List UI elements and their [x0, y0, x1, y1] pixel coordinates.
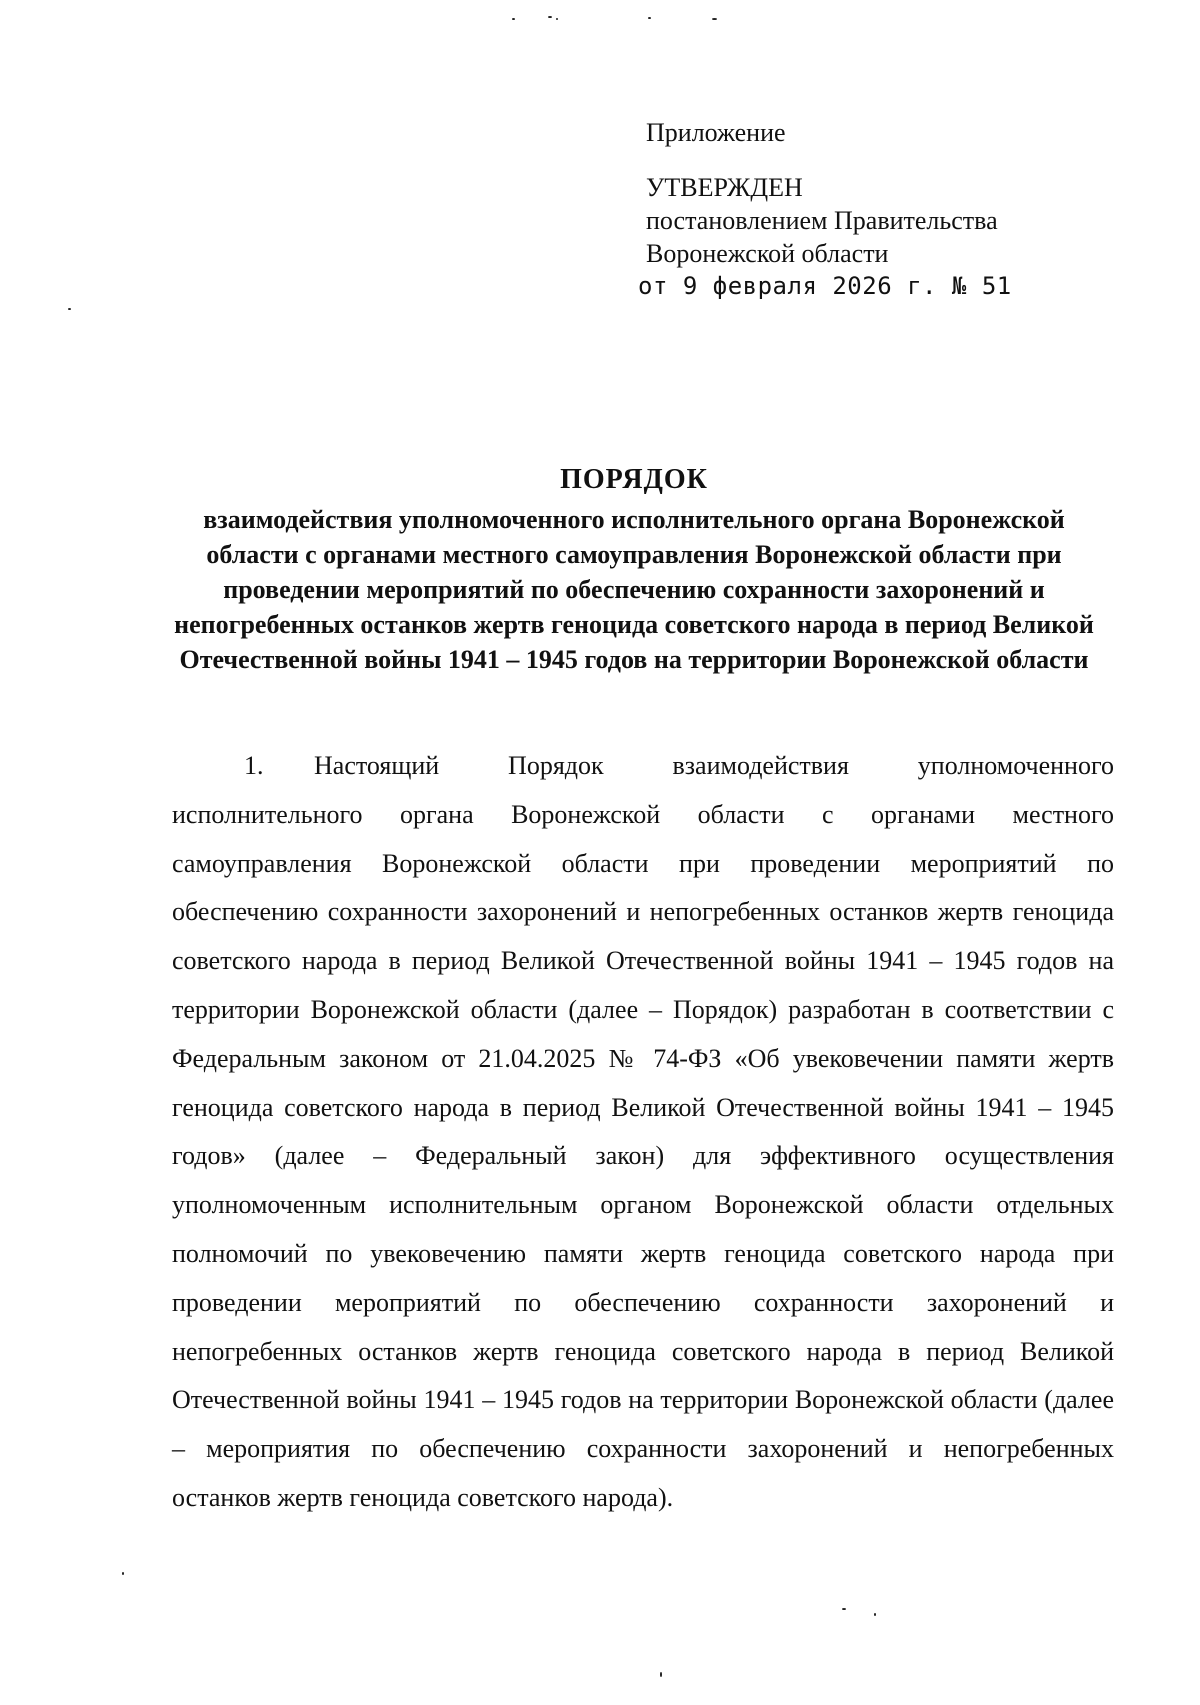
scan-speck: [512, 18, 515, 20]
paragraph-1: [172, 742, 1114, 1523]
scan-speck: [122, 1572, 124, 1575]
approved-by-line-1: постановлением Правительства: [646, 206, 998, 235]
scan-speck: [548, 16, 552, 18]
scan-speck: [712, 18, 717, 20]
scan-speck: [874, 1613, 876, 1616]
scan-speck: [648, 17, 651, 19]
document-title-block: [155, 460, 1113, 677]
document-title: ПОРЯДОК: [560, 464, 708, 495]
document-subtitle: взаимодействия уполномоченного исполнительного органа Воронежской области с органами местного самоуправления Воронежской области при проведении мероприятий по обеспечению сохранности захоронений и непогребенных останков жертв геноцида советского народа в период Великой Отечественной войны 1941 – 1945 годов на территории Воронежской области: [174, 505, 1094, 674]
scan-speck: [842, 1608, 846, 1610]
approval-date-number: от 9 февраля 2026 г. № 51: [638, 272, 1012, 300]
approval-stamp: [638, 116, 1012, 303]
appendix-label: Приложение: [646, 118, 786, 147]
approved-label: УТВЕРЖДЕН: [646, 173, 803, 202]
paragraph-number: 1.: [244, 751, 264, 780]
paragraph-text: Настоящий Порядок взаимодействия уполномоченного исполнительного органа Воронежской области с органами местного самоуправления Воронежской области при проведении мероприятий по обеспечению сохранности захоронений и непогребенных останков жертв геноцида советского народа в период Великой Отечественной войны 1941 – 1945 годов на территории Воронежской области (далее – Порядок) разработан в соответствии с Федеральным законом от 21.04.2025 № 74-ФЗ «Об увековечении памяти жертв геноцида советского народа в период Великой Отечественной войны 1941 – 1945 годов» (далее – Федеральный закон) для эффективного осуществления уполномоченным исполнительным органом Воронежской области отдельных полномочий по увековечению памяти жертв геноцида советского народа при проведении мероприятий по обеспечению сохранности захоронений и непогребенных останков жертв геноцида советского народа в период Великой Отечественной войны 1941 – 1945 годов на территории Воронежской области (далее – мероприятия по обеспечению сохранности захоронений и непогребенных останков жертв геноцида советского народа).: [172, 751, 1114, 1512]
scan-speck: [556, 18, 558, 20]
scan-speck: [68, 308, 71, 310]
approved-by-line-2: Воронежской области: [646, 239, 889, 268]
scan-speck: [660, 1672, 662, 1677]
